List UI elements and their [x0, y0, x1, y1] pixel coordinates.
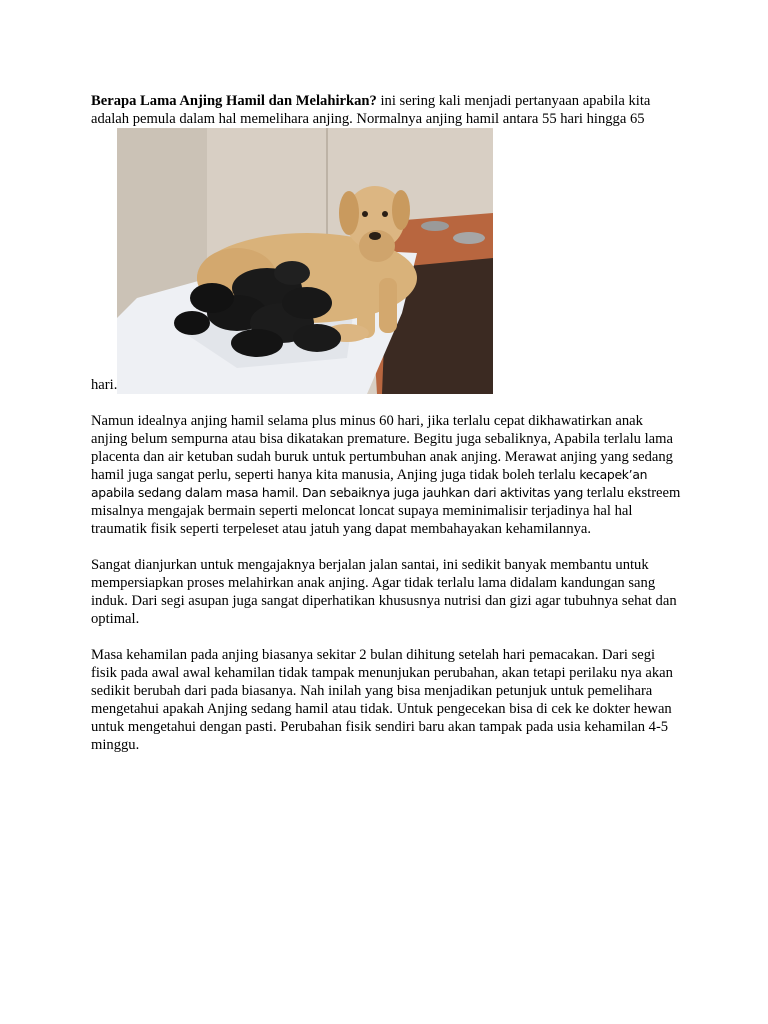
article-body [91, 92, 681, 772]
paragraph-intro [91, 92, 681, 128]
photo-bowl [421, 221, 449, 231]
photo-line [91, 128, 681, 394]
dog-with-puppies-photo [117, 128, 493, 394]
intro-end-text: hari. [91, 377, 118, 393]
paragraph-ideal-duration [91, 412, 681, 538]
ideal-duration-text-c: terlalu ekstreem misalnya mengajak bermain seperti meloncat loncat supaya meminimalisir terjadinya hal hal traumatik fisik seperti terpeleset atau jatuh yang dapat membahayakan kehamilannya. [91, 485, 681, 537]
intro-text: ini sering kali menjadi pertanyaan apabila kita adalah pemula dalam hal memelihara anjing. Normalnya anjing hamil antara 55 hari hingga 65 [91, 93, 651, 127]
ideal-duration-text-b: kecapek’an apabila sedang dalam masa hamil. Dan sebaiknya juga jauhkan dari aktivitas yang [91, 467, 648, 500]
article-title: Berapa Lama Anjing Hamil dan Melahirkan? [91, 93, 377, 109]
ideal-duration-text-a: Namun idealnya anjing hamil selama plus minus 60 hari, jika terlalu cepat dikhawatirkan anak anjing belum sempurna atau bisa dikatakan premature. Begitu juga sebaliknya, Apabila terlalu lama placenta dan air ketuban sudah buruk untuk pertumbuhan anak anjing. Merawat anjing yang sedang hamil juga sangat perlu, seperti hanya kita manusia, Anjing juga tidak boleh terlalu [91, 413, 673, 483]
paragraph-pregnancy-signs: Masa kehamilan pada anjing biasanya sekitar 2 bulan dihitung setelah hari pemacakan. Dari segi fisik pada awal awal kehamilan tidak tampak menunjukan perubahan, akan tetapi perilaku nya akan sedikit berubah dari pada biasanya. Nah inilah yang bisa menjadikan petunjuk untuk pemelihara mengetahui apakah Anjing sedang hamil atau tidak. Untuk pengecekan bisa di cek ke dokter hewan untuk mengetahui dengan pasti. Perubahan fisik sendiri baru akan tampak pada usia kehamilan 4-5 minggu. [91, 647, 673, 753]
paragraph-walking: Sangat dianjurkan untuk mengajaknya berjalan jalan santai, ini sedikit banyak membantu untuk mempersiapkan proses melahirkan anak anjing. Agar tidak terlalu lama didalam kandungan sang induk. Dari segi asupan juga sangat diperhatikan khususnya nutrisi dan gizi agar tubuhnya sehat dan optimal. [91, 557, 677, 627]
